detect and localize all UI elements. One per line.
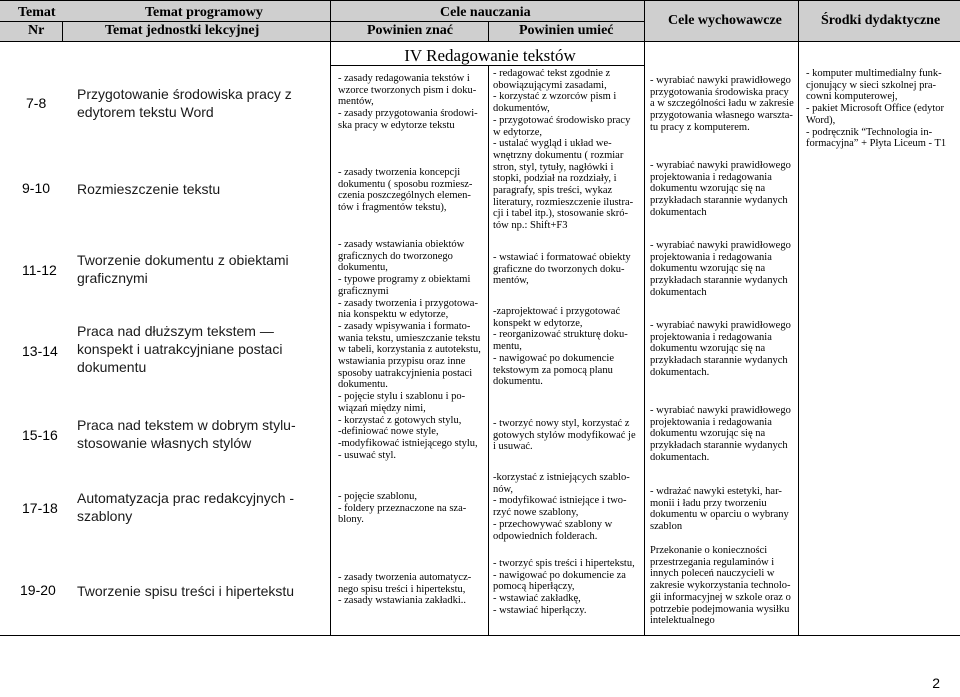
skill-item: - redagować tekst zgodnie z obowiązującymi zasadami, - korzystać z wzorców pism i dokumentów, - przygotować środowisko pracy w edytorze, - ustalać wygląd i układ we- wnętrzny dokumentu ( rozmiar stron, styl, tytuły, nagłówki i stopki, podział na rozdziały, i paragrafy, spis treści, wykaz literatury, rozmieszczenie ilustra- cji i tabel itp.), stosowanie skró- tów np.: Shift+F3 — [493, 68, 634, 232]
header-powinien-znac: Powinien znać — [367, 23, 453, 38]
lesson-number: 11-12 — [22, 262, 57, 278]
lesson-number: 19-20 — [20, 582, 56, 598]
lesson-topic: Praca nad tekstem w dobrym stylu- stosowanie własnych stylów — [77, 417, 296, 451]
skill-item: -korzystać z istniejących szablo- nów, - modyfikować istniejące i two- rzyć nowe szablony, - przechowywać szablony w odpowiednich folderach. — [493, 472, 630, 542]
educational-goal: - wdrażać nawyki estetyki, har- monii i ładu przy tworzeniu dokumentu w oparciu o wybrany szablon — [650, 486, 789, 533]
header-cele-wychowawcze: Cele wychowawcze — [668, 13, 782, 28]
lesson-topic: Tworzenie dokumentu z obiektami graficznymi — [77, 252, 289, 286]
border-top — [0, 0, 960, 1]
educational-goal: Przekonanie o konieczności przestrzegania regulaminów i innych poleceń nauczycieli w zakresie wykorzystania technolo- gii informacyjnej w szkole oraz o potrzebie podejmowania wysiłku intelektualnego — [650, 545, 791, 627]
page-number: 2 — [932, 675, 940, 691]
lesson-number: 17-18 — [22, 500, 58, 516]
educational-goal: - wyrabiać nawyki prawidłowego projektowania i redagowania dokumentu wzorując się na przykładach starannie wydanych dokumentach — [650, 160, 791, 218]
lesson-number: 15-16 — [22, 427, 58, 443]
table-bottom-border — [0, 635, 960, 636]
educational-goal: - wyrabiać nawyki prawidłowego projektowania i redagowania dokumentu wzorując się na przykładach starannie wydanych dokumentach — [650, 240, 791, 298]
knowledge-item: - zasady tworzenia koncepcji dokumentu ( sposobu rozmiesz- czenia poszczególnych elemen- tów i fragmentów tekstu), — [338, 167, 473, 214]
educational-goal: - wyrabiać nawyki prawidłowego projektowania i redagowania dokumentu wzorując się na przykładach starannie wydanych dokumentach. — [650, 320, 791, 378]
header-bottom-border — [0, 41, 960, 42]
lesson-number: 9-10 — [22, 180, 51, 196]
header-nr: Nr — [28, 23, 45, 38]
section-title: IV Redagowanie tekstów — [404, 46, 576, 65]
lesson-number: 7-8 — [26, 95, 47, 111]
header-temat: Temat — [18, 5, 56, 20]
col-divider-1 — [62, 21, 63, 41]
header-cele-nauczania: Cele nauczania — [440, 5, 531, 20]
header-powinien-umiec: Powinien umieć — [519, 23, 614, 38]
col-divider-5 — [798, 0, 799, 636]
educational-goal: - wyrabiać nawyki prawidłowego projektowania i redagowania dokumentu wzorując się na przykładach starannie wydanych dokumentach. — [650, 405, 791, 463]
header-divider — [0, 21, 644, 22]
col-divider-3 — [488, 21, 489, 41]
header-temat-jednostki: Temat jednostki lekcyjnej — [105, 23, 260, 38]
lesson-number: 13-14 — [22, 343, 58, 359]
header-temat-programowy: Temat programowy — [145, 5, 263, 20]
col-divider-4 — [644, 0, 645, 636]
lesson-topic: Przygotowanie środowiska pracy z edytorem tekstu Word — [77, 86, 292, 120]
lesson-topic: Tworzenie spisu treści i hipertekstu — [77, 583, 295, 599]
skill-item: - wstawiać i formatować obiekty graficzne do tworzonych doku- mentów, — [493, 252, 631, 287]
knowledge-item: - zasady redagowania tekstów i wzorce tworzonych pism i doku- mentów, - zasady przygotowania środowi- ska pracy w edytorze tekstu — [338, 73, 478, 131]
knowledge-item: - zasady tworzenia automatycz- nego spisu treści i hipertekstu, - zasady wstawiania zakładki.. — [338, 572, 472, 607]
header-srodki-dydaktyczne: Środki dydaktyczne — [821, 13, 941, 28]
knowledge-item: - pojęcie szablonu, - foldery przeznaczone na sza- blony. — [338, 491, 467, 526]
col-divider-3b — [488, 66, 489, 636]
col-divider-2 — [330, 0, 331, 636]
lesson-topic: Rozmieszczenie tekstu — [77, 181, 221, 197]
knowledge-item: - zasady wstawiania obiektów graficznych do tworzonego dokumentu, - typowe programy z obiektami graficznymi - zasady tworzenia i przygotowa- nia konspektu w edytorze, - zasady wpisywania i formato- wania tekstu, umieszczanie tekstu w tabeli, korzystania z autotekstu, wstawiania przypisu oraz inne sposoby uatrakcyjnienia postaci dokumentu. - pojęcie stylu i szablonu i po- wiązań między nimi, - korzystać z gotowych stylu, -definiować nowe style, -modyfikować istniejącego stylu, - usuwać styl. — [338, 239, 481, 461]
skill-item: -zaprojektować i przygotować konspekt w edytorze, - reorganizować strukturę doku- mentu, - nawigować po dokumencie tekstowym za pomocą planu dokumentu. — [493, 306, 628, 388]
lesson-topic: Praca nad dłuższym tekstem — konspekt i uatrakcyjniane postaci dokumentu — [77, 323, 283, 375]
lesson-topic: Automatyzacja prac redakcyjnych - szablony — [77, 490, 295, 524]
teaching-aids: - komputer multimedialny funk- cjonujący w sieci szkolnej pra- cowni komputerowej, - pakiet Microsoft Office (edytor Word), - podręcznik “Technologia in- formacyjna” + Płyta Liceum - T1 — [806, 68, 947, 150]
skill-item: - tworzyć spis treści i hipertekstu, - nawigować po dokumencie za pomocą hiperłączy, - wstawiać zakładkę, - wstawiać hiperłączy. — [493, 558, 635, 616]
educational-goal: - wyrabiać nawyki prawidłowego przygotowania środowiska pracy a w szczególności ładu w zakresie przygotowania własnego warszta- tu pracy z komputerem. — [650, 75, 794, 133]
skill-item: - tworzyć nowy styl, korzystać z gotowych stylów modyfikować je i usuwać. — [493, 418, 636, 453]
